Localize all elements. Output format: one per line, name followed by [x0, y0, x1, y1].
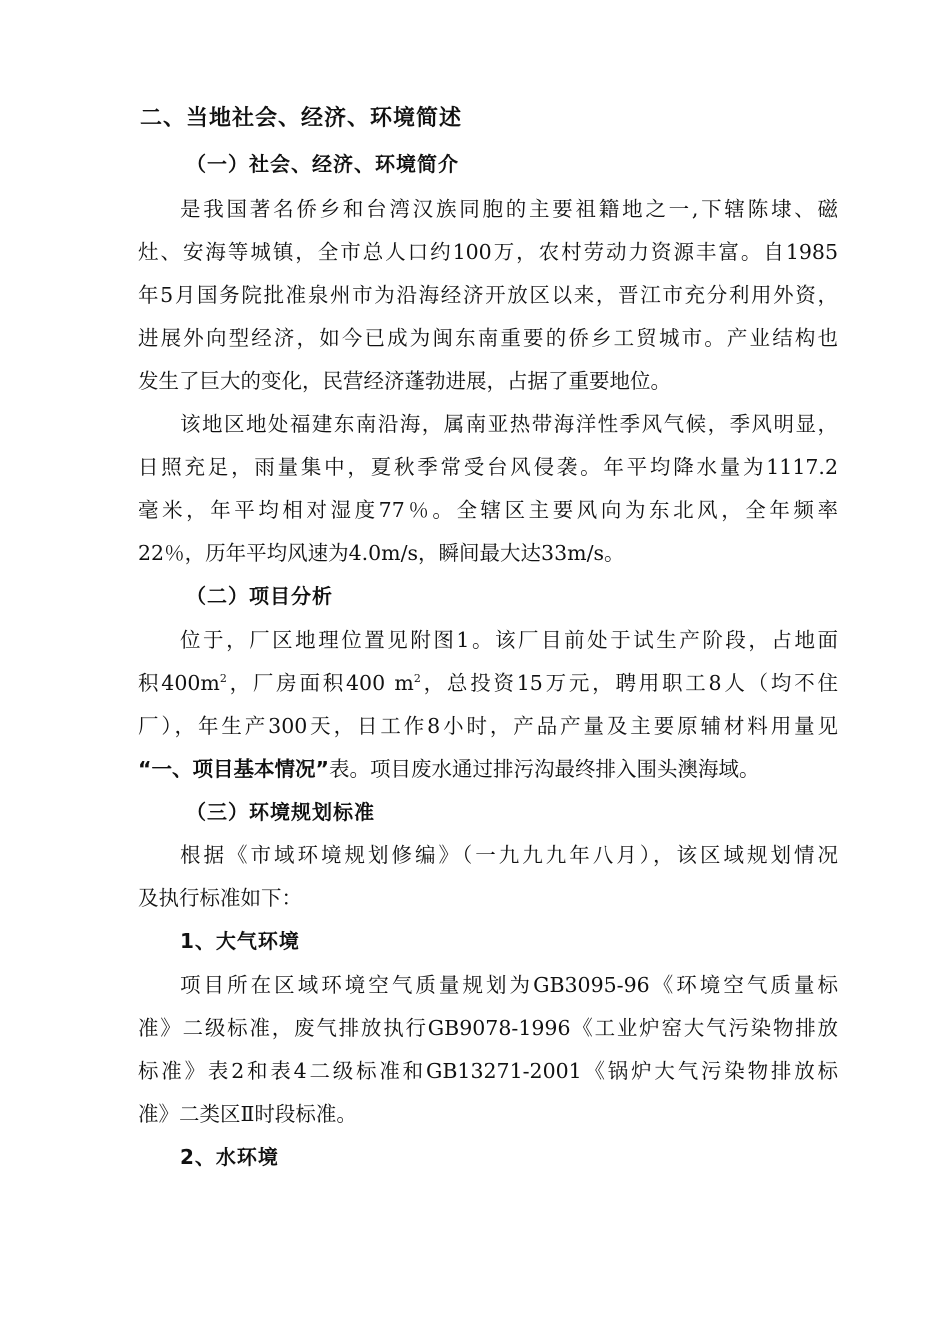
subsection-title-5: 2、水环境: [180, 1145, 279, 1169]
section-heading: 二、当地社会、经济、环境简述: [140, 106, 463, 131]
bold-reference: “一、项目基本情况”: [138, 757, 329, 781]
subsection-title-1: （一）社会、经济、环境简介: [186, 152, 459, 176]
superscript: 2: [413, 672, 421, 686]
text-span: ，厂房面积400 m: [226, 671, 414, 695]
paragraph-line: 进展外向型经济，如今已成为闽东南重要的侨乡工贸城市。产业结构也: [138, 326, 838, 350]
paragraph-line: 标准》表2和表4二级标准和GB13271-2001《锅炉大气污染物排放标: [138, 1059, 838, 1083]
paragraph-line: 22％，历年平均风速为4.0m/s，瞬间最大达33m/s。: [138, 541, 625, 565]
text-span: 表。项目废水通过排污沟最终排入围头澳海域。: [328, 757, 760, 781]
paragraph-line: 根据《市域环境规划修编》（一九九九年八月），该区域规划情况: [180, 843, 838, 867]
paragraph-line: 年5月国务院批准泉州市为沿海经济开放区以来，晋江市充分利用外资，: [138, 283, 838, 307]
subsection-title-4: 1、大气环境: [180, 929, 300, 953]
paragraph-line: 灶、安海等城镇，全市总人口约100万，农村劳动力资源丰富。自1985: [138, 240, 838, 264]
subsection-title-3: （三）环境规划标准: [186, 800, 375, 824]
paragraph-line: 位于，厂区地理位置见附图1。该厂目前处于试生产阶段，占地面: [180, 628, 838, 652]
text-span: 积400m: [138, 671, 220, 695]
paragraph-line: 准》二级标准，废气排放执行GB9078-1996《工业炉窑大气污染物排放: [138, 1016, 838, 1040]
paragraph-line: 项目所在区域环境空气质量规划为GB3095-96《环境空气质量标: [180, 973, 838, 997]
paragraph-line: 发生了巨大的变化，民营经济蓬勃进展，占据了重要地位。: [138, 369, 671, 393]
paragraph-line: 毫米，年平均相对湿度77％。全辖区主要风向为东北风，全年频率: [138, 498, 838, 522]
paragraph-line: 厂），年生产300天，日工作8小时，产品产量及主要原辅材料用量见: [138, 714, 838, 738]
superscript: 2: [219, 672, 227, 686]
paragraph-line: 是我国著名侨乡和台湾汉族同胞的主要祖籍地之一,下辖陈埭、磁: [180, 197, 838, 221]
paragraph-line: 及执行标准如下：: [138, 886, 302, 910]
text-span: ，总投资15万元，聘用职工8人（均不住: [420, 671, 838, 695]
paragraph-line-with-superscript: [138, 666, 838, 696]
subsection-title-2: （二）项目分析: [186, 584, 333, 608]
paragraph-line: 该地区地处福建东南沿海，属南亚热带海洋性季风气候，季风明显，: [180, 412, 838, 436]
paragraph-line: 日照充足，雨量集中，夏秋季常受台风侵袭。年平均降水量为1117.2: [138, 455, 838, 479]
paragraph-line: 准》二类区Ⅱ时段标准。: [138, 1102, 357, 1126]
paragraph-line: [138, 752, 838, 782]
